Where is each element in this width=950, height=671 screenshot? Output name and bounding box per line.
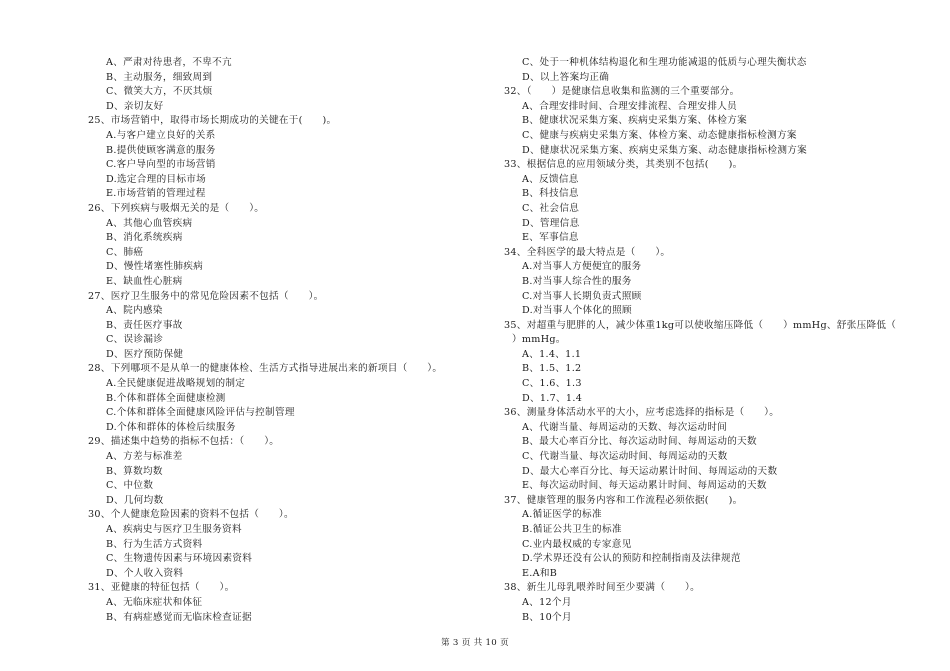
answer-option: D、1.7、1.4 — [522, 392, 583, 404]
left-column — [88, 56, 488, 625]
question-stem: 36、测量身体活动水平的大小，应考虑选择的指标是（ ）。 — [504, 407, 780, 419]
answer-option: D.个体和群体的体检后续服务 — [106, 421, 236, 433]
answer-option: D.学术界还没有公认的预防和控制指南及法律规范 — [522, 553, 741, 565]
answer-option: C、社会信息 — [522, 202, 580, 214]
question-stem: 32、（ ）是健康信息收集和监测的三个重要部分。 — [504, 86, 740, 98]
answer-option: B.个体和群体全面健康检测 — [106, 392, 226, 404]
answer-option: C、误诊漏诊 — [106, 334, 164, 346]
answer-option: C、中位数 — [106, 480, 154, 492]
answer-option: B、消化系统疾病 — [106, 232, 183, 244]
answer-option: D.选定合理的目标市场 — [106, 173, 207, 185]
answer-option: D、亲切友好 — [106, 100, 164, 112]
question-stem: 33、根据信息的应用领域分类，其类别不包括( )。 — [504, 159, 743, 171]
answer-option: A、严肃对待患者，不卑不亢 — [106, 57, 232, 68]
question-stem: 30、个人健康危险因素的资料不包括（ ）。 — [88, 509, 294, 521]
answer-option: A.与客户建立良好的关系 — [106, 129, 216, 141]
answer-option: A.全民健康促进战略规划的制定 — [106, 378, 246, 390]
question-continuation: ）mmHg。 — [512, 334, 566, 346]
answer-option: A、代谢当量、每周运动的天数、每次运动时间 — [522, 421, 728, 433]
answer-option: B、最大心率百分比、每次运动时间、每周运动的天数 — [522, 436, 757, 448]
answer-option: D.对当事人个体化的照顾 — [522, 305, 632, 317]
answer-option: C.对当事人长期负责式照顾 — [522, 290, 642, 302]
answer-option: A、其他心血管疾病 — [106, 217, 193, 229]
answer-option: C、处于一种机体结构退化和生理功能减退的低质与心理失衡状态 — [522, 57, 807, 68]
answer-option: E.A和B — [522, 567, 558, 579]
answer-option: A、12个月 — [522, 596, 572, 608]
question-stem: 34、全科医学的最大特点是（ ）。 — [504, 246, 671, 258]
answer-option: B、算数均数 — [106, 465, 163, 477]
answer-option: D、最大心率百分比、每天运动累计时间、每周运动的天数 — [522, 465, 778, 477]
answer-option: C.业内最权威的专家意见 — [522, 538, 632, 550]
answer-option: A、方差与标准差 — [106, 451, 183, 463]
answer-option: A.循证医学的标准 — [522, 509, 602, 521]
answer-option: C、1.6、1.3 — [522, 378, 582, 390]
answer-option: C、微笑大方，不厌其烦 — [106, 86, 213, 98]
answer-option: B、主动服务，细致周到 — [106, 71, 213, 83]
page-footer: 第 3 页 共 10 页 — [440, 638, 510, 648]
question-stem: 26、下列疾病与吸烟无关的是（ ）。 — [88, 202, 265, 214]
answer-option: A、院内感染 — [106, 305, 163, 317]
answer-option: B、行为生活方式资料 — [106, 538, 203, 550]
answer-option: D、以上答案均正确 — [522, 71, 610, 83]
answer-option: B、10个月 — [522, 611, 572, 623]
question-stem: 37、健康管理的服务内容和工作流程必须依据( )。 — [504, 494, 743, 506]
answer-option: C.客户导向型的市场营销 — [106, 159, 216, 171]
question-stem: 25、市场营销中，取得市场长期成功的关键在于( )。 — [88, 115, 337, 127]
answer-option: D、慢性堵塞性肺疾病 — [106, 261, 204, 273]
question-stem: 31、亚健康的特征包括（ ）。 — [88, 582, 235, 594]
question-stem: 35、对超重与肥胖的人，减少体重1kg可以使收缩压降低（ ）mmHg、舒张压降低（ — [504, 319, 897, 331]
question-stem: 28、下列哪项不是从单一的健康体检、生活方式指导进展出来的新项目（ ）。 — [88, 363, 443, 375]
answer-option: C、代谢当量、每次运动时间、每周运动的天数 — [522, 451, 728, 463]
answer-option: D、医疗预防保健 — [106, 348, 184, 360]
answer-option: B.循证公共卫生的标准 — [522, 524, 622, 535]
answer-option: A、无临床症状和体征 — [106, 596, 203, 608]
answer-option: C、肺癌 — [106, 246, 144, 258]
answer-option: B、有病症感觉而无临床检查证据 — [106, 611, 252, 623]
answer-option: B、科技信息 — [522, 188, 579, 200]
answer-option: C.个体和群体全面健康风险评估与控制管理 — [106, 407, 295, 419]
question-stem: 29、描述集中趋势的指标不包括：（ ）。 — [88, 436, 280, 448]
answer-option: D、个人收入资料 — [106, 567, 184, 579]
answer-option: A、合理安排时间、合理安排流程、合理安排人员 — [522, 100, 737, 112]
answer-option: E、军事信息 — [522, 232, 579, 244]
question-stem: 27、医疗卫生服务中的常见危险因素不包括（ ）。 — [88, 290, 324, 302]
answer-option: E、缺血性心脏病 — [106, 275, 183, 287]
answer-option: B.对当事人综合性的服务 — [522, 275, 632, 287]
answer-option: D、管理信息 — [522, 217, 580, 229]
answer-option: D、健康状况采集方案、疾病史采集方案、动态健康指标检测方案 — [522, 144, 808, 156]
answer-option: B、1.5、1.2 — [522, 363, 582, 375]
answer-option: A、1.4、1.1 — [522, 348, 582, 360]
answer-option: E.市场营销的管理过程 — [106, 188, 206, 200]
right-column — [504, 56, 914, 625]
answer-option: E、每次运动时间、每天运动累计时间、每周运动的天数 — [522, 480, 767, 492]
answer-option: C、生物遗传因素与环境因素资料 — [106, 553, 253, 565]
answer-option: B、责任医疗事故 — [106, 319, 183, 331]
answer-option: A.对当事人方便便宜的服务 — [522, 261, 642, 273]
answer-option: C、健康与疾病史采集方案、体检方案、动态健康指标检测方案 — [522, 129, 797, 141]
question-stem: 38、新生儿母乳喂养时间至少要满（ ）。 — [504, 582, 700, 594]
answer-option: A、反馈信息 — [522, 173, 579, 185]
answer-option: D、几何均数 — [106, 494, 164, 506]
answer-option: B、健康状况采集方案、疾病史采集方案、体检方案 — [522, 115, 748, 127]
answer-option: B.提供使顾客满意的服务 — [106, 144, 216, 156]
answer-option: A、疾病史与医疗卫生服务资料 — [106, 524, 242, 535]
